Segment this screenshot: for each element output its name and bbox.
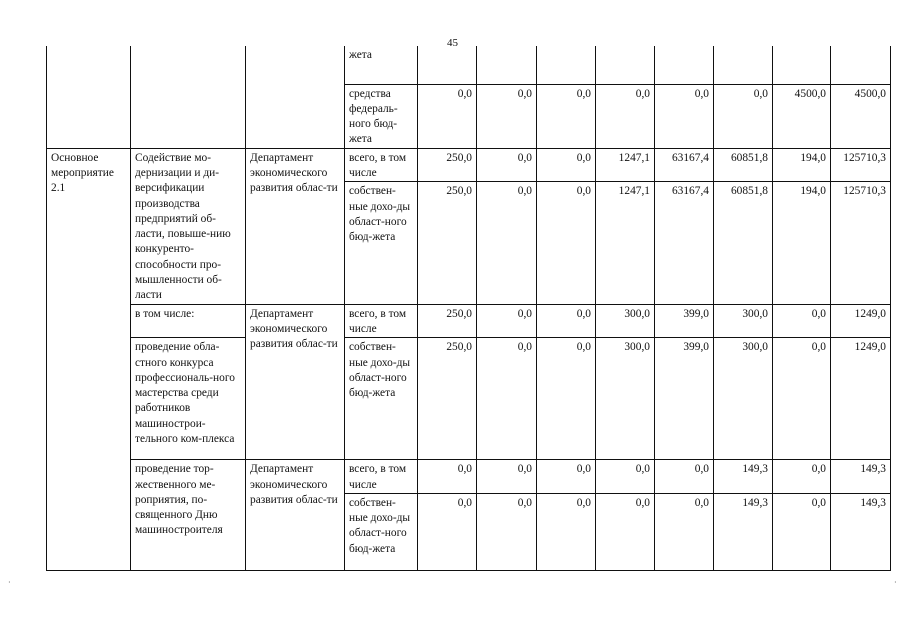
value-cell: 399,0 xyxy=(655,304,714,338)
value-cell: 0,0 xyxy=(773,493,831,570)
value-cell: 0,0 xyxy=(477,460,537,494)
funding-source-cell: средства федераль-ного бюд-жета xyxy=(345,84,418,148)
value-cell: 0,0 xyxy=(714,84,773,148)
value-cell: 0,0 xyxy=(477,84,537,148)
budget-table xyxy=(46,46,891,571)
value-cell xyxy=(831,46,891,84)
funding-source-cell: всего, в том числе xyxy=(345,304,418,338)
value-cell: 250,0 xyxy=(418,182,477,304)
executor-cell: Департамент экономического развития облас-ти xyxy=(246,304,345,460)
value-cell: 0,0 xyxy=(418,460,477,494)
value-cell: 250,0 xyxy=(418,148,477,182)
value-cell: 0,0 xyxy=(537,338,596,460)
value-cell: 4500,0 xyxy=(831,84,891,148)
value-cell: 0,0 xyxy=(537,460,596,494)
value-cell: 0,0 xyxy=(477,304,537,338)
value-cell: 250,0 xyxy=(418,338,477,460)
description-cell xyxy=(131,46,246,148)
value-cell: 300,0 xyxy=(714,338,773,460)
table-row xyxy=(47,148,891,182)
description-cell: в том числе: xyxy=(131,304,246,338)
value-cell: 300,0 xyxy=(714,304,773,338)
value-cell: 125710,3 xyxy=(831,182,891,304)
value-cell: 0,0 xyxy=(537,493,596,570)
value-cell: 149,3 xyxy=(714,493,773,570)
value-cell: 194,0 xyxy=(773,148,831,182)
value-cell xyxy=(655,46,714,84)
description-cell: Содействие мо-дернизации и ди-версификации производства предприятий об-ласти, повыше-нию конкуренто-способности про-мышленности об-ласти xyxy=(131,148,246,304)
value-cell: 0,0 xyxy=(596,493,655,570)
funding-source-cell: собствен-ные дохо-ды област-ного бюд-жета xyxy=(345,182,418,304)
funding-source-cell: собствен-ные дохо-ды област-ного бюд-жета xyxy=(345,493,418,570)
value-cell: 0,0 xyxy=(655,460,714,494)
value-cell: 0,0 xyxy=(773,304,831,338)
value-cell: 149,3 xyxy=(831,460,891,494)
value-cell: 1249,0 xyxy=(831,338,891,460)
value-cell: 1247,1 xyxy=(596,148,655,182)
value-cell: 1249,0 xyxy=(831,304,891,338)
event-cell: Основное мероприятие 2.1 xyxy=(47,148,131,570)
table-row xyxy=(47,460,891,494)
funding-source-cell: всего, в том числе xyxy=(345,460,418,494)
value-cell: 0,0 xyxy=(773,338,831,460)
value-cell: 0,0 xyxy=(537,304,596,338)
page-number: 45 xyxy=(447,37,458,49)
value-cell: 300,0 xyxy=(596,338,655,460)
value-cell: 399,0 xyxy=(655,338,714,460)
value-cell: 0,0 xyxy=(773,460,831,494)
value-cell: 194,0 xyxy=(773,182,831,304)
value-cell: 250,0 xyxy=(418,304,477,338)
scan-mark: · xyxy=(8,578,11,587)
value-cell: 0,0 xyxy=(477,182,537,304)
value-cell: 0,0 xyxy=(477,338,537,460)
value-cell: 63167,4 xyxy=(655,182,714,304)
table-row xyxy=(47,304,891,338)
value-cell: 0,0 xyxy=(418,493,477,570)
value-cell: 60851,8 xyxy=(714,182,773,304)
value-cell xyxy=(773,46,831,84)
value-cell: 125710,3 xyxy=(831,148,891,182)
executor-cell: Департамент экономического развития облас-ти xyxy=(246,460,345,571)
table-row xyxy=(47,46,891,84)
value-cell: 0,0 xyxy=(596,84,655,148)
value-cell: 0,0 xyxy=(418,84,477,148)
value-cell: 0,0 xyxy=(655,84,714,148)
value-cell: 0,0 xyxy=(537,182,596,304)
value-cell: 60851,8 xyxy=(714,148,773,182)
funding-source-cell: всего, в том числе xyxy=(345,148,418,182)
value-cell: 63167,4 xyxy=(655,148,714,182)
value-cell: 0,0 xyxy=(537,84,596,148)
value-cell: 0,0 xyxy=(477,148,537,182)
table-row xyxy=(47,338,891,460)
value-cell: 149,3 xyxy=(831,493,891,570)
value-cell: 0,0 xyxy=(537,148,596,182)
funding-source-cell: собствен-ные дохо-ды област-ного бюд-жета xyxy=(345,338,418,460)
executor-cell: Департамент экономического развития облас-ти xyxy=(246,148,345,304)
value-cell: 149,3 xyxy=(714,460,773,494)
value-cell xyxy=(596,46,655,84)
description-cell: проведение тор-жественного ме-роприятия, по-священного Дню машиностроителя xyxy=(131,460,246,571)
value-cell: 1247,1 xyxy=(596,182,655,304)
value-cell: 4500,0 xyxy=(773,84,831,148)
value-cell: 300,0 xyxy=(596,304,655,338)
value-cell xyxy=(418,46,477,84)
value-cell: 0,0 xyxy=(477,493,537,570)
scan-mark: · xyxy=(894,578,897,587)
value-cell: 0,0 xyxy=(596,460,655,494)
value-cell xyxy=(477,46,537,84)
description-cell: проведение обла-стного конкурса профессиональ-ного мастерства среди работников машинострои-тельного ком-плекса xyxy=(131,338,246,460)
executor-cell xyxy=(246,46,345,148)
funding-source-cell: жета xyxy=(345,46,418,84)
value-cell: 0,0 xyxy=(655,493,714,570)
value-cell xyxy=(537,46,596,84)
event-cell xyxy=(47,46,131,148)
value-cell xyxy=(714,46,773,84)
